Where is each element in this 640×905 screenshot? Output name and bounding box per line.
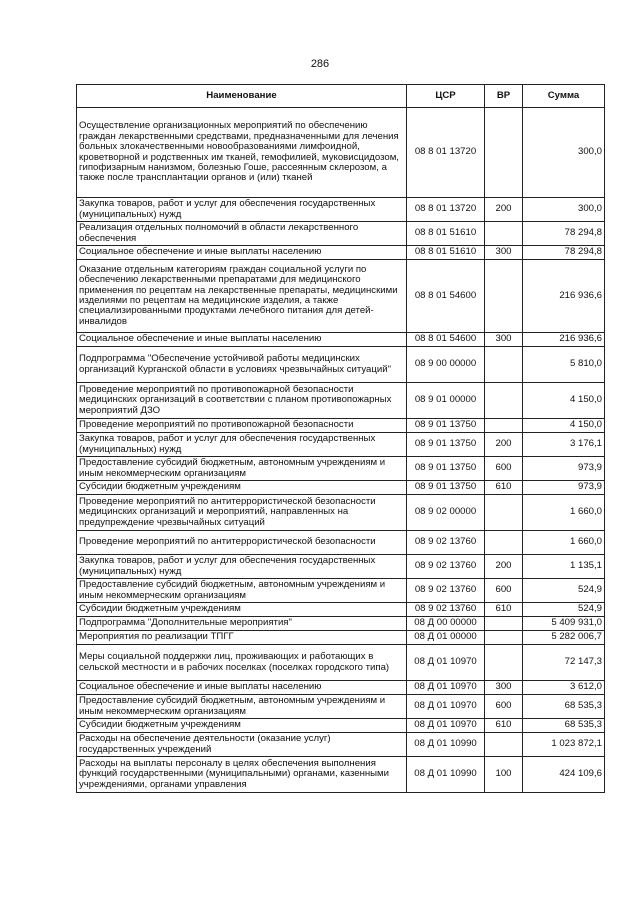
cell-sum: 216 936,6 xyxy=(523,260,605,333)
cell-sum: 72 147,3 xyxy=(523,645,605,681)
cell-name: Подпрограмма "Обеспечение устойчивой работы медицинских организаций Курганской области в условиях чрезвычайных ситуаций" xyxy=(77,347,407,383)
cell-sum: 78 294,8 xyxy=(523,246,605,260)
cell-csr: 08 9 00 00000 xyxy=(407,347,485,383)
cell-vr: 610 xyxy=(485,481,523,495)
table-header-row xyxy=(77,85,605,108)
cell-name: Закупка товаров, работ и услуг для обеспечения государственных (муниципальных) нужд xyxy=(77,433,407,457)
cell-sum: 300,0 xyxy=(523,198,605,222)
header-sum: Сумма xyxy=(523,85,605,108)
table-row xyxy=(77,419,605,433)
cell-sum: 68 535,3 xyxy=(523,695,605,719)
table-row xyxy=(77,579,605,603)
cell-vr: 200 xyxy=(485,555,523,579)
cell-sum: 973,9 xyxy=(523,481,605,495)
cell-vr xyxy=(485,631,523,645)
table-row xyxy=(77,555,605,579)
cell-vr xyxy=(485,495,523,531)
cell-sum: 300,0 xyxy=(523,108,605,198)
table-row xyxy=(77,383,605,419)
cell-sum: 3 612,0 xyxy=(523,681,605,695)
cell-vr xyxy=(485,347,523,383)
cell-vr: 610 xyxy=(485,719,523,733)
cell-name: Расходы на обеспечение деятельности (оказание услуг) государственных учреждений xyxy=(77,733,407,757)
header-name: Наименование xyxy=(77,85,407,108)
cell-sum: 78 294,8 xyxy=(523,222,605,246)
cell-csr: 08 8 01 54600 xyxy=(407,333,485,347)
cell-vr xyxy=(485,108,523,198)
table-row xyxy=(77,681,605,695)
header-vr: ВР xyxy=(485,85,523,108)
cell-name: Закупка товаров, работ и услуг для обеспечения государственных (муниципальных) нужд xyxy=(77,198,407,222)
cell-name: Расходы на выплаты персоналу в целях обеспечения выполнения функций государственными (муниципальными) органами, казенными учреждениями, органами управления xyxy=(77,757,407,793)
cell-vr xyxy=(485,260,523,333)
cell-name: Проведение мероприятий по антитеррористической безопасности медицинских организаций и мероприятий, направленных на предупреждение чрезвычайных ситуаций xyxy=(77,495,407,531)
cell-csr: 08 9 01 13750 xyxy=(407,457,485,481)
cell-csr: 08 8 01 51610 xyxy=(407,222,485,246)
cell-vr: 610 xyxy=(485,603,523,617)
cell-name: Социальное обеспечение и иные выплаты населению xyxy=(77,681,407,695)
cell-name: Мероприятия по реализации ТПГГ xyxy=(77,631,407,645)
cell-name: Проведение мероприятий по антитеррористической безопасности xyxy=(77,531,407,555)
cell-csr: 08 9 01 13750 xyxy=(407,419,485,433)
cell-name: Субсидии бюджетным учреждениям xyxy=(77,603,407,617)
cell-sum: 5 409 931,0 xyxy=(523,617,605,631)
table-row xyxy=(77,719,605,733)
cell-vr: 300 xyxy=(485,246,523,260)
cell-sum: 424 109,6 xyxy=(523,757,605,793)
cell-csr: 08 Д 01 10970 xyxy=(407,681,485,695)
cell-vr xyxy=(485,419,523,433)
cell-vr: 600 xyxy=(485,579,523,603)
cell-sum: 216 936,6 xyxy=(523,333,605,347)
cell-csr: 08 9 02 13760 xyxy=(407,579,485,603)
cell-name: Субсидии бюджетным учреждениям xyxy=(77,719,407,733)
cell-vr: 600 xyxy=(485,695,523,719)
cell-vr: 200 xyxy=(485,198,523,222)
cell-name: Осуществление организационных мероприятий по обеспечению граждан лекарственными средствами, предназначенными для лечения больных злокачественными новообразованиями лимфоидной, кроветворной и родственных им тканей, гемофилией, муковисцидозом, гипофизарным нанизмом, болезнью Гоше, рассеянным склерозом, а также после трансплантации органов и (или) тканей xyxy=(77,108,407,198)
table-row xyxy=(77,433,605,457)
cell-csr: 08 Д 01 10970 xyxy=(407,695,485,719)
table-row xyxy=(77,481,605,495)
cell-csr: 08 9 02 13760 xyxy=(407,603,485,617)
cell-name: Социальное обеспечение и иные выплаты населению xyxy=(77,246,407,260)
cell-csr: 08 Д 00 00000 xyxy=(407,617,485,631)
cell-name: Меры социальной поддержки лиц, проживающих и работающих в сельской местности и в рабочих поселках (поселках городского типа) xyxy=(77,645,407,681)
cell-vr xyxy=(485,222,523,246)
cell-sum: 4 150,0 xyxy=(523,419,605,433)
table-row xyxy=(77,333,605,347)
cell-csr: 08 9 01 00000 xyxy=(407,383,485,419)
table-row xyxy=(77,733,605,757)
cell-vr xyxy=(485,617,523,631)
table-row xyxy=(77,757,605,793)
cell-vr: 300 xyxy=(485,681,523,695)
cell-name: Оказание отдельным категориям граждан социальной услуги по обеспечению лекарственными препаратами для медицинского применения по рецептам на лекарственные препараты, медицинскими изделиями по рецептам на медицинские изделия, а также специализированными продуктами лечебного питания для детей-инвалидов xyxy=(77,260,407,333)
cell-vr xyxy=(485,531,523,555)
cell-vr: 600 xyxy=(485,457,523,481)
cell-csr: 08 Д 01 00000 xyxy=(407,631,485,645)
cell-sum: 524,9 xyxy=(523,603,605,617)
cell-name: Предоставление субсидий бюджетным, автономным учреждениям и иным некоммерческим организациям xyxy=(77,695,407,719)
cell-sum: 524,9 xyxy=(523,579,605,603)
cell-sum: 3 176,1 xyxy=(523,433,605,457)
table-row xyxy=(77,495,605,531)
cell-csr: 08 9 02 13760 xyxy=(407,531,485,555)
cell-name: Подпрограмма "Дополнительные мероприятия" xyxy=(77,617,407,631)
cell-csr: 08 8 01 13720 xyxy=(407,198,485,222)
cell-name: Реализация отдельных полномочий в области лекарственного обеспечения xyxy=(77,222,407,246)
table-row xyxy=(77,222,605,246)
table-row xyxy=(77,246,605,260)
cell-sum: 1 135,1 xyxy=(523,555,605,579)
cell-sum: 4 150,0 xyxy=(523,383,605,419)
cell-name: Социальное обеспечение и иные выплаты населению xyxy=(77,333,407,347)
table-row xyxy=(77,603,605,617)
table-row xyxy=(77,617,605,631)
cell-csr: 08 8 01 51610 xyxy=(407,246,485,260)
header-csr: ЦСР xyxy=(407,85,485,108)
table-row xyxy=(77,631,605,645)
cell-sum: 973,9 xyxy=(523,457,605,481)
cell-vr: 100 xyxy=(485,757,523,793)
cell-csr: 08 8 01 13720 xyxy=(407,108,485,198)
table-row xyxy=(77,645,605,681)
table-row xyxy=(77,347,605,383)
cell-csr: 08 9 02 13760 xyxy=(407,555,485,579)
cell-vr xyxy=(485,645,523,681)
cell-sum: 1 660,0 xyxy=(523,531,605,555)
cell-name: Закупка товаров, работ и услуг для обеспечения государственных (муниципальных) нужд xyxy=(77,555,407,579)
cell-sum: 1 023 872,1 xyxy=(523,733,605,757)
cell-name: Предоставление субсидий бюджетным, автономным учреждениям и иным некоммерческим организациям xyxy=(77,579,407,603)
page-number: 286 xyxy=(310,58,330,70)
cell-vr: 300 xyxy=(485,333,523,347)
table-row xyxy=(77,260,605,333)
cell-vr xyxy=(485,733,523,757)
cell-name: Проведение мероприятий по противопожарной безопасности xyxy=(77,419,407,433)
cell-vr: 200 xyxy=(485,433,523,457)
cell-sum: 68 535,3 xyxy=(523,719,605,733)
cell-csr: 08 9 02 00000 xyxy=(407,495,485,531)
cell-csr: 08 9 01 13750 xyxy=(407,433,485,457)
cell-sum: 1 660,0 xyxy=(523,495,605,531)
cell-csr: 08 Д 01 10970 xyxy=(407,719,485,733)
cell-csr: 08 8 01 54600 xyxy=(407,260,485,333)
table-row xyxy=(77,531,605,555)
cell-sum: 5 282 006,7 xyxy=(523,631,605,645)
cell-vr xyxy=(485,383,523,419)
cell-csr: 08 Д 01 10970 xyxy=(407,645,485,681)
cell-csr: 08 9 01 13750 xyxy=(407,481,485,495)
cell-sum: 5 810,0 xyxy=(523,347,605,383)
cell-name: Проведение мероприятий по противопожарной безопасности медицинских организаций в соответствии с планом противопожарных мероприятий ДЗО xyxy=(77,383,407,419)
cell-name: Субсидии бюджетным учреждениям xyxy=(77,481,407,495)
table-row xyxy=(77,695,605,719)
table-row xyxy=(77,108,605,198)
cell-csr: 08 Д 01 10990 xyxy=(407,733,485,757)
table-row xyxy=(77,198,605,222)
budget-table xyxy=(76,84,605,793)
cell-name: Предоставление субсидий бюджетным, автономным учреждениям и иным некоммерческим организациям xyxy=(77,457,407,481)
table-row xyxy=(77,457,605,481)
cell-csr: 08 Д 01 10990 xyxy=(407,757,485,793)
